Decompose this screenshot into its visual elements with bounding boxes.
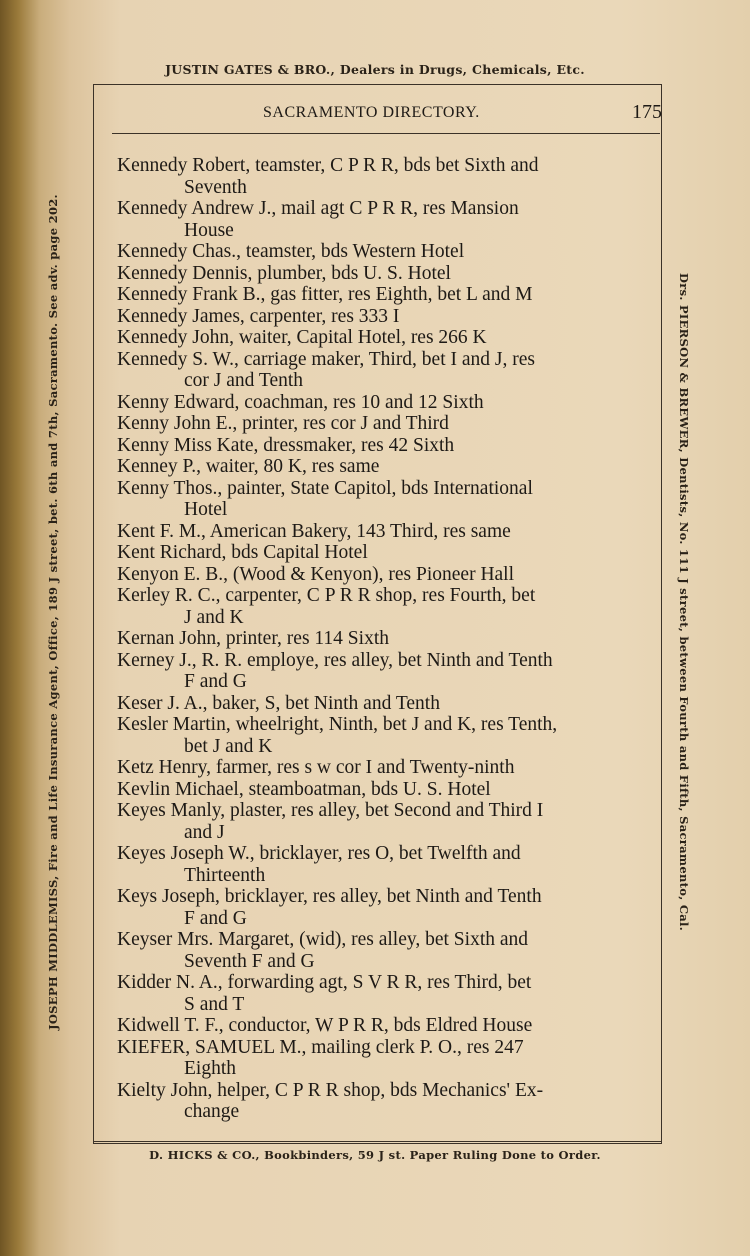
directory-entry (117, 542, 647, 564)
entry-continuation-line: J and K (184, 606, 244, 628)
directory-entry (117, 564, 647, 586)
entry-line: Keys Joseph, bricklayer, res alley, bet Ninth and Tenth (117, 886, 542, 907)
right-margin-advertisement: Drs. PIERSON & BREWER, Dentists, No. 111 J street, between Fourth and Fifth, Sacramento, Cal. (677, 272, 691, 932)
entry-continuation-line: Eighth (184, 1058, 236, 1079)
entry-line: Kernan John, printer, res 114 Sixth (117, 628, 389, 649)
entry-line: Kennedy S. W., carriage maker, Third, bet I and J, res (117, 348, 535, 370)
entry-line: Kidwell T. F., conductor, W P R R, bds Eldred House (117, 1015, 533, 1036)
entry-continuation-line: Seventh F and G (184, 950, 315, 972)
directory-entry (117, 714, 647, 757)
directory-entry (117, 843, 647, 886)
directory-entry (117, 456, 647, 478)
directory-entry (117, 757, 647, 779)
directory-entry (117, 650, 647, 693)
entry-line: Kennedy Robert, teamster, C P R R, bds bet Sixth and (117, 155, 539, 176)
entry-continuation-line: House (184, 219, 234, 241)
entry-line: Kennedy Frank B., gas fitter, res Eighth, bet L and M (117, 284, 533, 305)
entry-line: Kenny John E., printer, res cor J and Third (117, 413, 449, 434)
entry-line: Kerley R. C., carpenter, C P R R shop, res Fourth, bet (117, 585, 536, 606)
entry-continuation-line: F and G (184, 671, 247, 692)
header-rule (112, 133, 660, 134)
entry-continuation-line: Hotel (184, 499, 228, 520)
directory-entry (117, 585, 647, 628)
directory-entry (117, 241, 647, 263)
entry-line: Kenney P., waiter, 80 K, res same (117, 456, 380, 477)
entry-continuation-line: change (184, 1101, 240, 1122)
bottom-advertisement: D. HICKS & CO., Bookbinders, 59 J st. Paper Ruling Done to Order. (149, 1148, 601, 1162)
left-margin-advertisement: JOSEPH MIDDLEMISS, Fire and Life Insurance Agent, Office, 189 J street, bet. 6th and 7th, Sacramento. See adv. page 202. (46, 194, 60, 1030)
entry-line: Ketz Henry, farmer, res s w cor I and Twenty-ninth (117, 757, 515, 778)
directory-entry (117, 521, 647, 543)
directory-entry (117, 284, 647, 306)
directory-entry (117, 628, 647, 650)
entry-line: Kent Richard, bds Capital Hotel (117, 542, 368, 563)
entry-continuation-line: Thirteenth (184, 864, 266, 886)
entry-line: Kielty John, helper, C P R R shop, bds Mechanics' Ex- (117, 1079, 544, 1101)
entry-line: Kennedy Andrew J., mail agt C P R R, res Mansion (117, 198, 519, 219)
directory-entry (117, 392, 647, 414)
directory-entry (117, 1080, 647, 1123)
directory-entry (117, 435, 647, 457)
page-header (93, 101, 660, 131)
directory-entry (117, 155, 647, 198)
directory-entry (117, 1015, 647, 1037)
entry-line: Kennedy John, waiter, Capital Hotel, res 266 K (117, 327, 487, 348)
entry-line: Kennedy James, carpenter, res 333 I (117, 305, 400, 327)
entry-line: Keyes Joseph W., bricklayer, res O, bet Twelfth and (117, 843, 521, 864)
entry-line: Kidder N. A., forwarding agt, S V R R, res Third, bet (117, 972, 532, 993)
directory-entry (117, 198, 647, 241)
top-advertisement: JUSTIN GATES & BRO., Dealers in Drugs, Chemicals, Etc. (165, 62, 585, 77)
entry-line: KIEFER, SAMUEL M., mailing clerk P. O., res 247 (117, 1036, 524, 1058)
directory-entry (117, 478, 647, 521)
directory-entries (117, 155, 647, 1123)
entry-line: Kenny Miss Kate, dressmaker, res 42 Sixth (117, 434, 455, 456)
directory-entry (117, 327, 647, 349)
entry-line: Kent F. M., American Bakery, 143 Third, res same (117, 520, 511, 542)
directory-entry (117, 972, 647, 1015)
entry-line: Kennedy Dennis, plumber, bds U. S. Hotel (117, 262, 451, 284)
entry-continuation-line: and J (184, 821, 225, 843)
entry-continuation-line: S and T (184, 993, 245, 1015)
entry-line: Keser J. A., baker, S, bet Ninth and Tenth (117, 692, 440, 714)
directory-entry (117, 693, 647, 715)
entry-continuation-line: F and G (184, 907, 247, 929)
page-number: 175 (632, 101, 662, 123)
entry-line: Kenny Thos., painter, State Capitol, bds International (117, 477, 533, 499)
entry-line: Kesler Martin, wheelright, Ninth, bet J and K, res Tenth, (117, 714, 558, 735)
directory-entry (117, 306, 647, 328)
directory-entry (117, 886, 647, 929)
entry-line: Kenny Edward, coachman, res 10 and 12 Sixth (117, 391, 484, 413)
directory-entry (117, 1037, 647, 1080)
directory-entry (117, 413, 647, 435)
entry-line: Kennedy Chas., teamster, bds Western Hotel (117, 241, 465, 262)
directory-entry (117, 263, 647, 285)
entry-line: Keyes Manly, plaster, res alley, bet Second and Third I (117, 800, 544, 821)
entry-line: Kevlin Michael, steamboatman, bds U. S. Hotel (117, 778, 491, 800)
running-title: SACRAMENTO DIRECTORY. (263, 104, 480, 121)
entry-line: Kerney J., R. R. employe, res alley, bet Ninth and Tenth (117, 649, 553, 671)
footer-rule (93, 1141, 662, 1142)
directory-entry (117, 779, 647, 801)
entry-continuation-line: bet J and K (184, 735, 273, 757)
directory-entry (117, 349, 647, 392)
entry-continuation-line: Seventh (184, 176, 247, 198)
entry-line: Keyser Mrs. Margaret, (wid), res alley, bet Sixth and (117, 929, 529, 950)
directory-entry (117, 929, 647, 972)
directory-entry (117, 800, 647, 843)
entry-continuation-line: cor J and Tenth (184, 370, 304, 391)
entry-line: Kenyon E. B., (Wood & Kenyon), res Pioneer Hall (117, 563, 515, 585)
